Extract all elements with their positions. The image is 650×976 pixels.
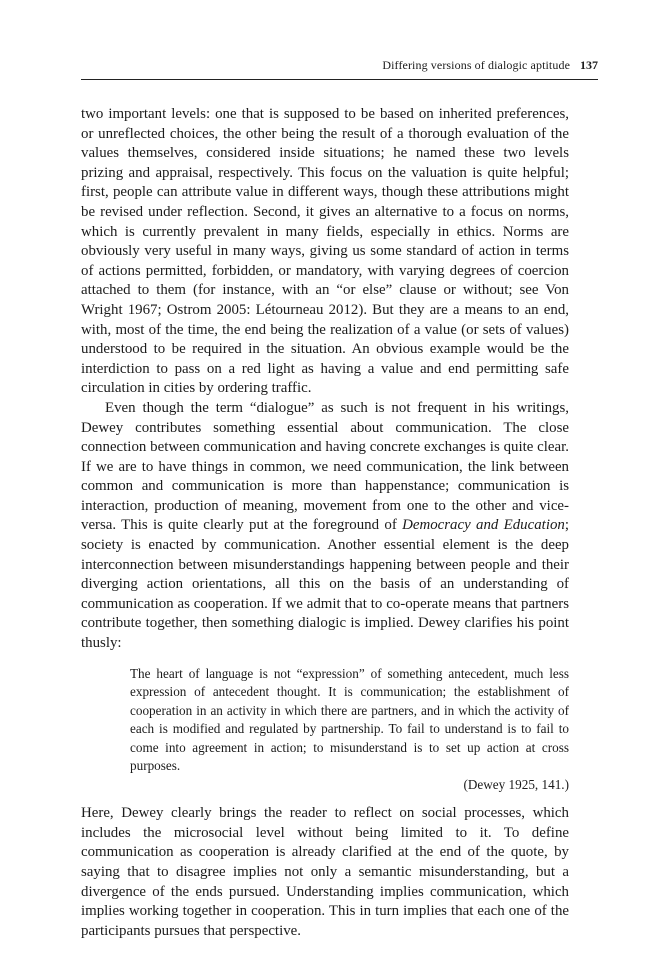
running-header xyxy=(81,57,598,73)
block-quote xyxy=(130,665,569,795)
paragraph-2-text-a: Even though the term “dialogue” as such is not frequent in his writings, Dewey contributes something essential about communication. The close connection between communication and having concrete exchanges is quite clear. If we are to have things in common, we need communication, the link between common and communication is more than happenstance; communication is interaction, production of meaning, movement from one to the other and vice-versa. This is quite clearly put at the foreground of xyxy=(81,399,569,534)
main-text xyxy=(81,105,569,941)
paragraph-1: two important levels: one that is supposed to be based on inherited preferences, or unreflected choices, the other being the result of a thorough evaluation of the values themselves, considered inside situations; he named these two levels prizing and appraisal, respectively. This focus on the valuation is quite helpful; first, people can attribute value in different ways, though these attributions might be revised under reflection. Second, it gives an alternative to a focus on norms, which is currently prevalent in many fields, especially in ethics. Norms are obviously very useful in many ways, giving us some standard of action in terms of actions permitted, forbidden, or mandatory, with varying degrees of coercion attached to them (for instance, with an “or else” clause or without; see Von Wright 1967; Ostrom 2005: Létourneau 2012). But they are a means to an end, with, most of the time, the end being the realization of a value (or sets of values) understood to be required in the situation. An obvious example would be the interdiction to pass on a red light as having a value and end permitting safe circulation in cities by ordering traffic. xyxy=(81,106,569,397)
quote-citation: (Dewey 1925, 141.) xyxy=(463,776,569,792)
block-quote-text: The heart of language is not “expression” of something antecedent, much less expression of antecedent thought. It is communication; the establishment of cooperation in an activity in which there are partners, and in which the activity of each is modified and regulated by partnership. To fail to understand is to fail to come into agreement in action; to misunderstand is to set up action at cross purposes. xyxy=(130,665,569,774)
book-title-italic: Democracy and Education xyxy=(402,517,565,534)
paragraph-2 xyxy=(81,399,569,654)
running-title: Differing versions of dialogic aptitude xyxy=(382,58,570,72)
paragraph-2-text-b: ; society is enacted by communication. Another essential element is the deep interconnection between misunderstandings happening between people and their diverging action orientations, all this on the basis of an understanding of communication as cooperation. If we admit that to co-operate means that partners contribute together, then something dialogic is implied. Dewey clarifies his point thusly: xyxy=(81,517,569,652)
header-rule xyxy=(81,79,598,80)
paragraph-3: Here, Dewey clearly brings the reader to reflect on social processes, which includes the microsocial level without being limited to it. To define communication as cooperation is already clarified at the end of the quote, by saying that to disagree implies not only a semantic misunderstanding, but a divergence of the ends pursued. Understanding implies communication, which implies working together in cooperation. This in turn implies that each one of the participants pursues that perspective. xyxy=(81,805,569,939)
page-number: 137 xyxy=(580,58,598,72)
